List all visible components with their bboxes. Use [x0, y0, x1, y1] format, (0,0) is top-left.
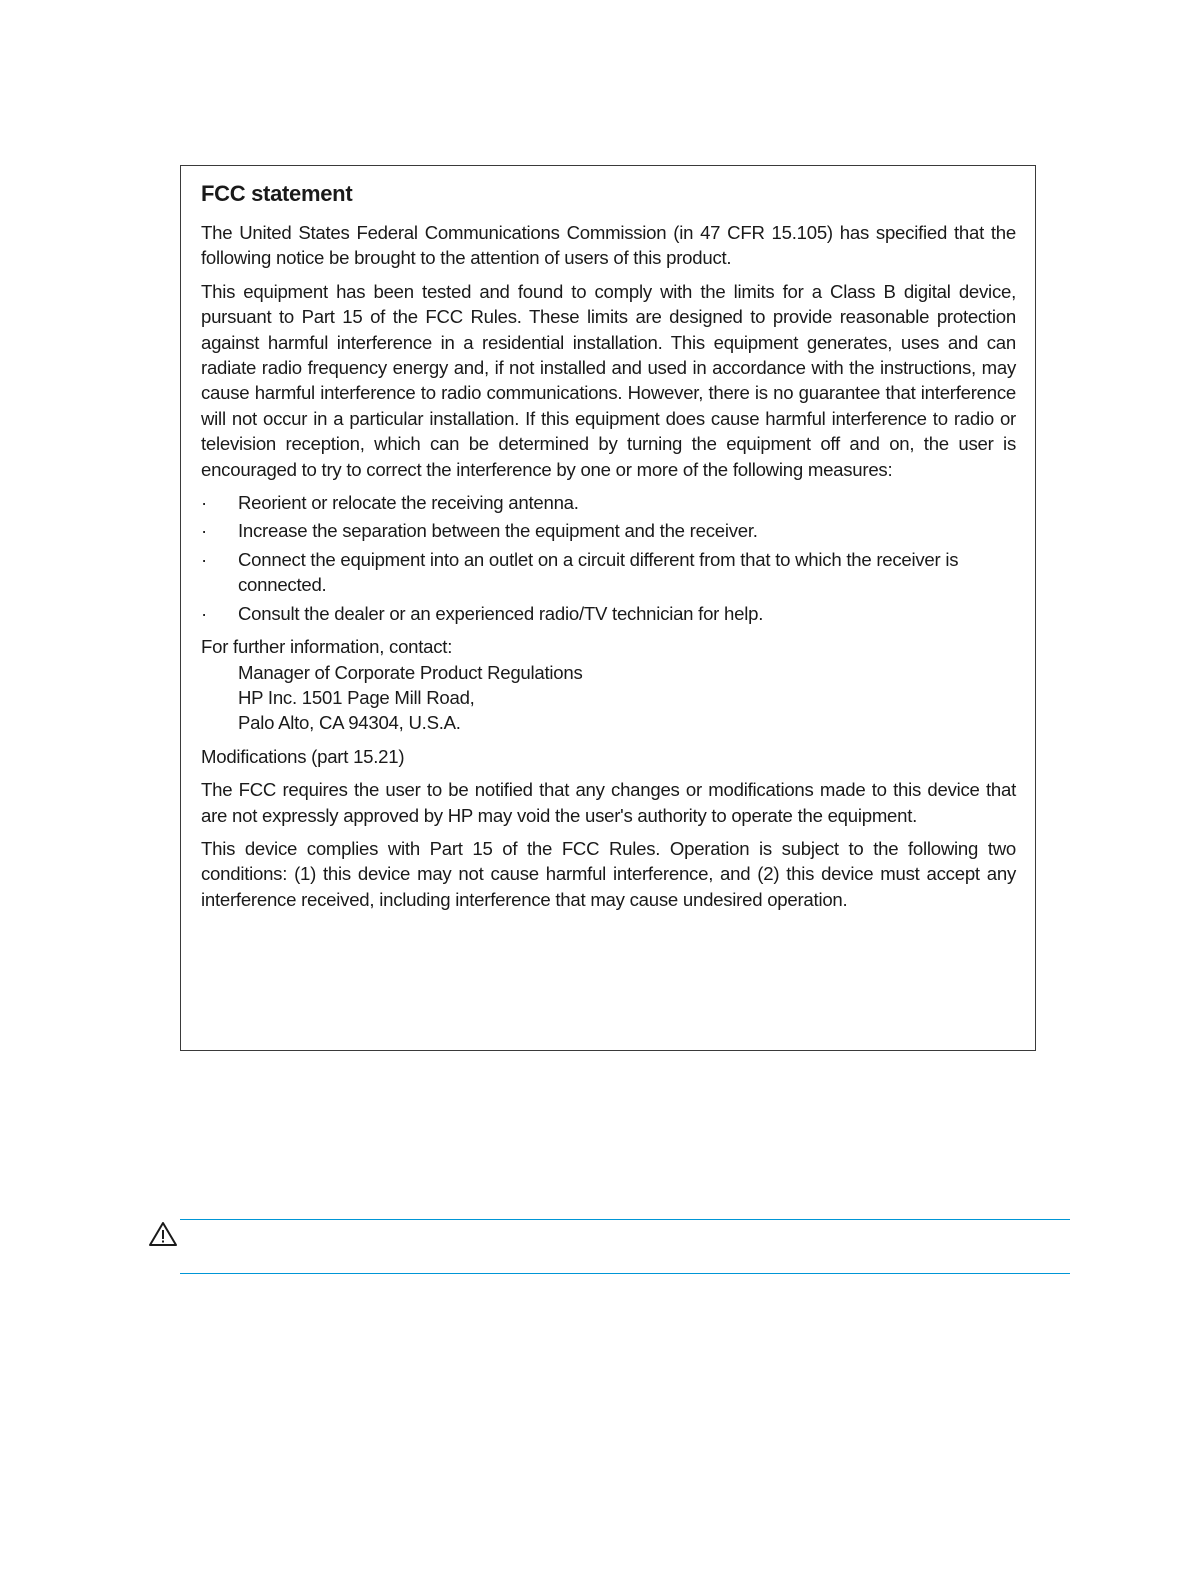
caution-bottom-rule	[180, 1273, 1070, 1274]
bullet-marker: ·	[201, 548, 207, 570]
contact-block	[201, 634, 1016, 736]
fcc-statement-box	[180, 165, 1036, 1051]
fcc-title: FCC statement	[201, 181, 353, 206]
bullet-marker: ·	[201, 602, 207, 624]
compliance-paragraph: This device complies with Part 15 of the FCC Rules. Operation is subject to the following two conditions: (1) this device may not cause harmful interference, and (2) this device must accept any interference received, including interference that may cause undesired operation.	[201, 837, 1016, 910]
contact-line: Palo Alto, CA 94304, U.S.A.	[238, 712, 461, 734]
contact-line: Manager of Corporate Product Regulations	[238, 661, 583, 683]
measures-list	[201, 490, 1016, 626]
measure-text: Increase the separation between the equipment and the receiver.	[238, 520, 758, 542]
measure-text: Connect the equipment into an outlet on a circuit different from that to which the receiver is connected.	[238, 548, 959, 596]
list-item	[201, 490, 1016, 515]
contact-heading: For further information, contact:	[201, 636, 453, 658]
measure-text: Reorient or relocate the receiving antenna.	[238, 492, 579, 514]
caution-notice	[148, 1218, 1070, 1276]
contact-line: HP Inc. 1501 Page Mill Road,	[238, 686, 475, 708]
warning-triangle-icon	[148, 1220, 178, 1248]
bullet-marker: ·	[201, 520, 207, 542]
list-item	[201, 518, 1016, 543]
list-item	[201, 547, 1016, 598]
caution-top-rule	[180, 1219, 1070, 1220]
measure-text: Consult the dealer or an experienced radio/TV technician for help.	[238, 602, 764, 624]
bullet-marker: ·	[201, 492, 207, 514]
list-item	[201, 601, 1016, 626]
modifications-paragraph: The FCC requires the user to be notified that any changes or modifications made to this device that are not expressly approved by HP may void the user's authority to operate the equipment.	[201, 779, 1016, 826]
fcc-body-paragraph: This equipment has been tested and found to comply with the limits for a Class B digital device, pursuant to Part 15 of the FCC Rules. These limits are designed to provide reasonable protection against harmful interference in a residential installation. This equipment generates, uses and can radiate radio frequency energy and, if not installed and used in accordance with the instructions, may cause harmful interference to radio communications. However, there is no guarantee that interference will not occur in a particular installation. If this equipment does cause harmful interference to radio or television reception, which can be determined by turning the equipment off and on, the user is encouraged to try to correct the interference by one or more of the following measures:	[201, 280, 1016, 480]
modifications-heading: Modifications (part 15.21)	[201, 745, 405, 767]
fcc-intro-paragraph: The United States Federal Communications Commission (in 47 CFR 15.105) has specified that the following notice be brought to the attention of users of this product.	[201, 222, 1016, 269]
